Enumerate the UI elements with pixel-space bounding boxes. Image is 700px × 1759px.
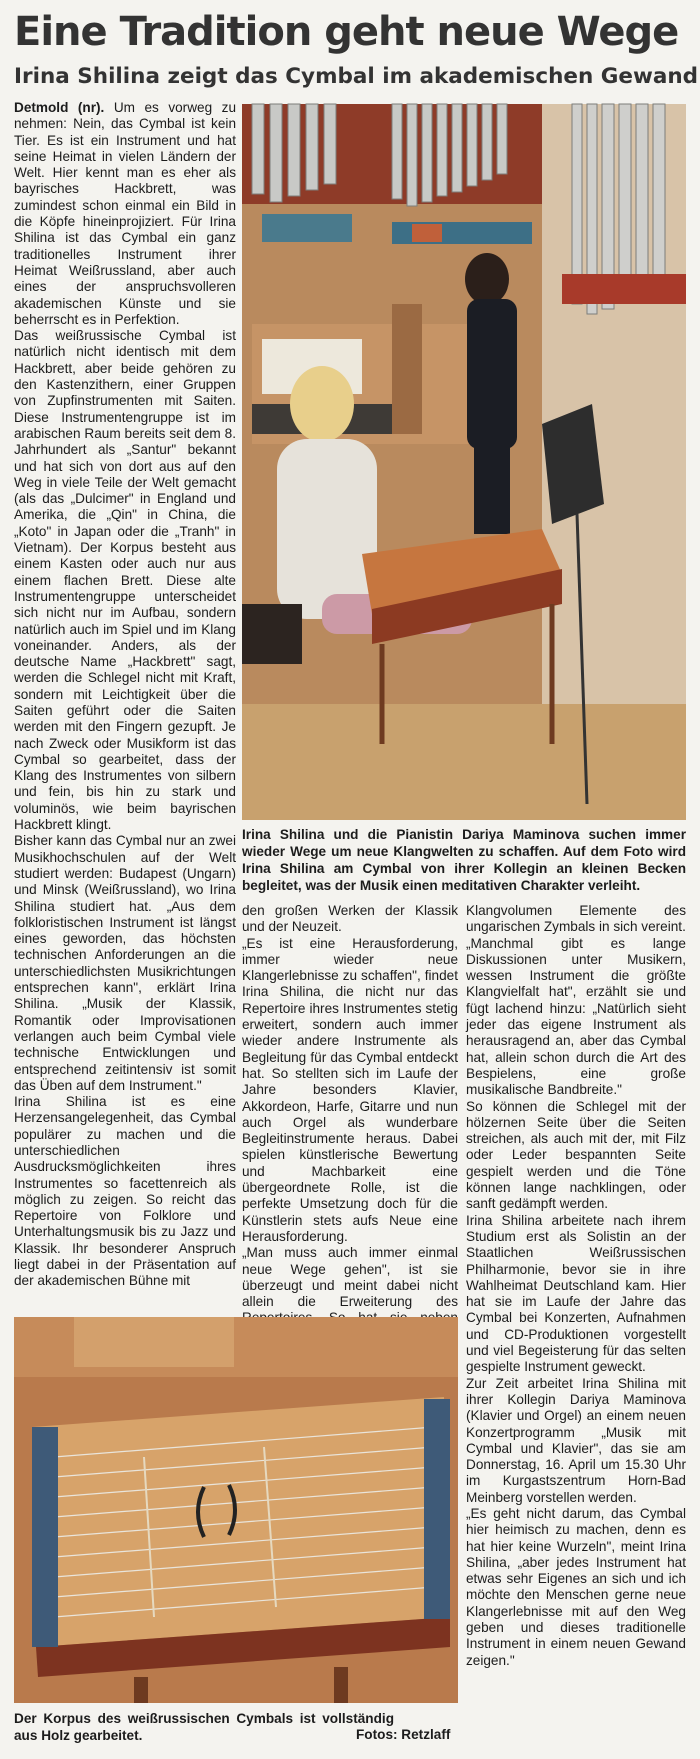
paragraph: Irina Shilina ist es eine Herzensangelegenheit, das Cymbal populärer zu machen und die unterschiedlichen Ausdrucksmöglichkeiten ihres Instrumentes so facettenreich als möglich zu zeigen. So reicht das Repertoire von Folklore und Unterhaltungsmusik bis zu Jazz und Klassik. Ihr besonderer Anspruch liegt dabei in der Präsentation auf der akademischen Bühne mit <box>14 1094 236 1289</box>
photo-credit: Fotos: Retzlaff <box>356 1727 451 1742</box>
paragraph: „Man muss auch immer einmal neue Wege gehen", ist sie überzeugt und meint dabei nicht allein die Erweiterung des <box>242 1245 458 1310</box>
subheadline: Irina Shilina zeigt das Cymbal im akademischen Gewand <box>14 64 699 89</box>
paragraph: Das weißrussische Cymbal ist natürlich nicht identisch mit dem Hackbrett, aber beide gehören zu den Kastenzithern, einer Gruppen von Zupfinstrumenten mit Saiten. Diese Instrumentengruppe ist im arabischen Raum bereits seit dem 8. Jahrhundert als „Santur" bekannt und hat sich von dort aus auf den Weg in viele Teile der Welt gemacht (als das „Dulcimer" in England und Amerika, die „Qin" in China, die „Koto" in Japan oder die „Tranh" in Vietnam). Der Korpus besteht aus einem Kasten oder auch nur aus einem flachen Brett. Diese alte Instrumentengruppe unterscheidet sich nicht nur im Aufbau, sondern natürlich auch im Spiel und im Klang voneinander. Anders, als der deutsche Name „Hackbrett" sagt, werden die Schlegel nicht mit Kraft, sondern mit Leichtigkeit über die Saiten geführt oder die Saiten werden mit den Fingern gezupft. Je nach Zweck oder Musikform ist das Cymbal so gearbeitet, dass der Klang des Instrumentes von silbern und fein, bis hin zu stark und voluminös, wie beim bayrischen Hackbrett klingt. <box>14 328 236 833</box>
article-column-2 <box>242 903 458 1311</box>
paragraph: Bisher kann das Cymbal nur an zwei Musikhochschulen auf der Welt studiert werden: Budapest (Ungarn) und Minsk (Weißrussland), wo Irina Shilina studiert hat. „Aus dem folkloristischen Instrument ist längst eines geworden, das höchsten technischen Anforderungen an die unterschiedlichsten Musikrichtungen entsprechen kann", erklärt Irina Shilina. „Musik der Klassik, Romantik oder Improvisationen verlangen auch beim Cymbal viele technische Entwicklungen und entsprechend zeitintensiv ist somit das Üben auf dem Instrument." <box>14 833 236 1093</box>
photo-caption-bottom: Der Korpus des weißrussischen Cymbals ist vollständig aus Holz gearbeitet. <box>14 1711 394 1743</box>
paragraph-text: Um es vorweg zu nehmen: Nein, das Cymbal ist kein Tier. Es ist ein Instrument und hat seine Heimat in vielen Ländern der Welt. Hier kennt man es eher als bayrisches Hackbrett, was zumindest schon einmal ein Bild in die Köpfe hineinprojiziert. Für Irina Shilina ist das Cymbal ein ganz traditionelles Instrument ihrer Heimat Weißrussland, aber auch eines der anspruchsvolleren akademischen Künste und sie beherrscht es in Perfektion. <box>14 100 237 327</box>
photo-illustration <box>14 1317 458 1703</box>
paragraph <box>14 100 236 328</box>
paragraph: den großen Werken der Klassik und der Neuzeit. <box>242 903 458 935</box>
paragraph: „Es ist eine Herausforderung, immer wieder neue Klangerlebnisse zu schaffen", findet Irina Shilina, die nicht nur das Repertoire ihres Instrumentes stetig erweitert, sondern auch immer wieder andere Instrumente als Begleitung für das Cymbal entdeckt hat. So stellten sich im Laufe der Jahre besonders Klavier, Akkordeon, Harfe, Gitarre und nun auch Orgel als wunderbare Begleitinstrumente heraus. Dabei spielen künstlerische Bewertung und Machbarkeit eine übergeordnete Rolle, ist die perfekte Umsetzung doch für die Künstlerin stets aufs Neue eine Herausforderung. <box>242 935 458 1244</box>
headline: Eine Tradition geht neue Wege <box>14 9 679 55</box>
paragraph: Zur Zeit arbeitet Irina Shilina mit ihrer Kollegin Dariya Maminova (Klavier und Orgel) an einem neuen Konzertprogramm „Musik mit Cymbal und Klavier", das sie am Donnerstag, 16. April um 15.30 Uhr im Kurgastszentrum Horn-Bad Meinberg vorstellen werden. <box>466 1375 686 1505</box>
photo-musicians-organ <box>242 104 686 820</box>
paragraph: „Manchmal gibt es lange Diskussionen unter Musikern, wessen Instrument die größte Klangvielfalt hat", erzählt sie und fügt lachend hinzu: „Natürlich sieht jeder das eigene Instrument als herausragend an, aber das Cymbal hat, allein schon durch die Art des Bespielens, eine große musikalische Bandbreite." <box>466 935 686 1098</box>
photo-illustration <box>242 104 686 820</box>
paragraph: Klangvolumen Elemente des ungarischen Zymbals in sich vereint. <box>466 903 686 935</box>
photo-cymbal-closeup <box>14 1317 458 1703</box>
paragraph: So können die Schlegel mit der hölzernen Seite über die Seiten streichen, als auch mit der, mit Filz oder Leder bespannten Seite gespielt werden und die Töne können lange nachklingen, oder sanft gedämpft werden. <box>466 1098 686 1212</box>
article-column-3 <box>466 903 686 1753</box>
photo-caption-main: Irina Shilina und die Pianistin Dariya Maminova suchen immer wieder Wege um neue Klangwelten zu schaffen. Auf dem Foto wird Irina Shilina am Cymbal von ihrer Kollegin an kleinen Becken begleitet, was der Musik einen meditativen Charakter verleiht. <box>242 827 686 893</box>
article-column-1 <box>14 100 236 1308</box>
paragraph: Irina Shilina arbeitete nach ihrem Studium erst als Solistin an der Staatlichen Weißrussischen Philharmonie, bevor sie in ihre Wahlheimat Deutschland kam. Hier hat sie im Laufe der Jahre das Cymbal bei Konzerten, Aufnahmen und CD-Produktionen vorgestellt und viel Begeisterung für das selten gespielte Instrument geweckt. <box>466 1212 686 1375</box>
paragraph: „Es geht nicht darum, das Cymbal hier heimisch zu machen, denn es hat hier keine Wurzeln", meint Irina Shilina, „aber jedes Instrument hat etwas sehr Eigenes an sich und ich möchte den Menschen gerne neue Klangerlebnisse mit auf den Weg geben und dieses traditionelle Instrument in einem neuen Gewand zeigen." <box>466 1505 686 1668</box>
dateline: Detmold (nr). <box>14 100 105 115</box>
